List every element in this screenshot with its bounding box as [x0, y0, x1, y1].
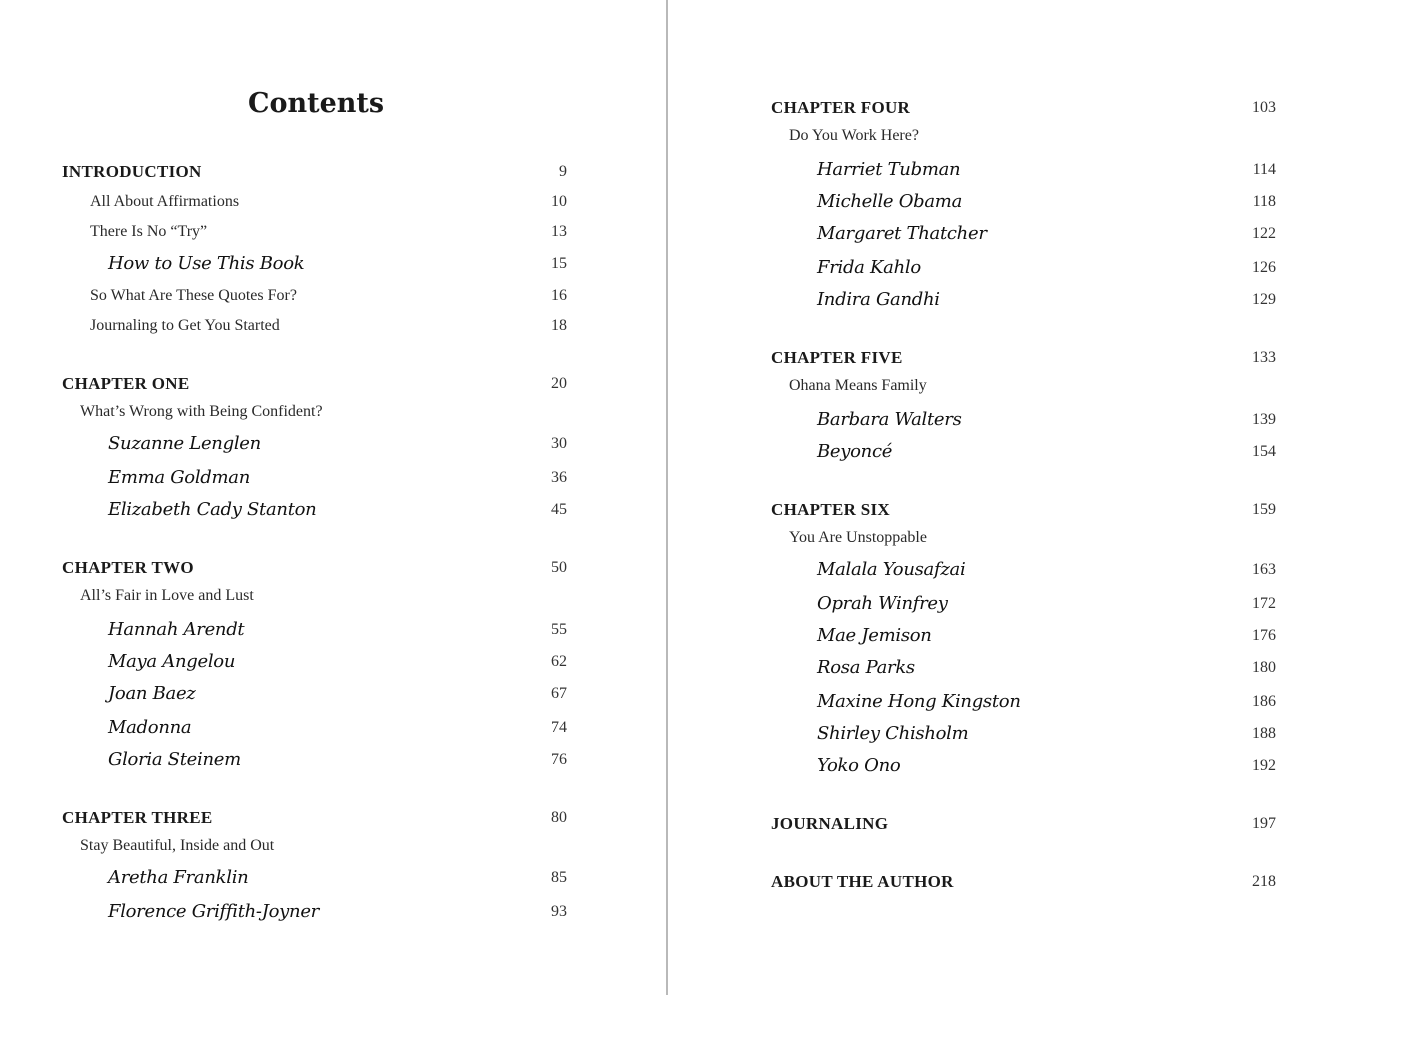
toc-entry-script — [817, 405, 1276, 435]
toc-entry-script — [817, 253, 1276, 283]
toc-entry-script — [108, 429, 567, 459]
toc-entry-label: Michelle Obama — [817, 191, 963, 212]
toc-entry-chapter — [771, 343, 1276, 373]
toc-entry-script — [817, 285, 1276, 315]
toc-entry-label: Gloria Steinem — [108, 749, 241, 770]
toc-entry-label: There Is No “Try” — [90, 223, 208, 240]
toc-entry-script — [817, 187, 1276, 217]
toc-entry-label: All About Affirmations — [90, 193, 240, 210]
toc-entry-label: CHAPTER THREE — [62, 808, 213, 827]
toc-entry-chapter — [62, 157, 567, 187]
toc-entry-script — [108, 679, 567, 709]
toc-entry-script — [817, 719, 1276, 749]
toc-entry-sub — [80, 581, 567, 611]
toc-entry-page-number: 176 — [1252, 627, 1276, 644]
toc-entry-page-number: 85 — [551, 869, 567, 886]
toc-entry-sub — [80, 397, 567, 427]
toc-entry-page-number: 15 — [551, 255, 567, 272]
toc-entry-page-number: 20 — [551, 375, 567, 392]
toc-entry-sub — [789, 121, 1276, 151]
toc-entry-page-number: 10 — [551, 193, 567, 210]
toc-entry-page-number: 62 — [551, 653, 567, 670]
toc-entry-label: Madonna — [108, 717, 192, 738]
toc-entry-page-number: 9 — [559, 163, 567, 180]
toc-entry-label: Barbara Walters — [817, 409, 962, 430]
toc-entry-script — [108, 745, 567, 775]
page-title: Contents — [248, 88, 385, 119]
toc-entry-script — [108, 615, 567, 645]
toc-entry-page-number: 50 — [551, 559, 567, 576]
toc-entry-script — [817, 555, 1276, 585]
toc-entry-script — [817, 219, 1276, 249]
toc-entry-label: Indira Gandhi — [817, 289, 940, 310]
toc-entry-chapter — [771, 867, 1276, 897]
toc-entry-sub — [90, 281, 567, 311]
toc-entry-label: Margaret Thatcher — [817, 223, 987, 244]
toc-entry-chapter — [771, 93, 1276, 123]
toc-entry-script — [108, 897, 567, 927]
toc-entry-page-number: 133 — [1252, 349, 1276, 366]
toc-entry-page-number: 80 — [551, 809, 567, 826]
toc-entry-script — [108, 495, 567, 525]
toc-entry-label: CHAPTER FOUR — [771, 98, 911, 117]
toc-entry-label: Elizabeth Cady Stanton — [108, 499, 317, 520]
toc-entry-page-number: 118 — [1252, 193, 1276, 210]
toc-entry-label: Hannah Arendt — [108, 619, 245, 640]
toc-entry-page-number: 30 — [551, 435, 567, 452]
toc-entry-label: Aretha Franklin — [108, 867, 249, 888]
toc-entry-script — [108, 713, 567, 743]
toc-entry-label: Frida Kahlo — [817, 257, 921, 278]
toc-entry-page-number: 18 — [551, 317, 567, 334]
toc-entry-page-number: 163 — [1252, 561, 1276, 578]
toc-entry-label: Do You Work Here? — [789, 127, 919, 144]
toc-entry-label: CHAPTER ONE — [62, 374, 190, 393]
toc-entry-label: CHAPTER TWO — [62, 558, 194, 577]
toc-entry-label: INTRODUCTION — [62, 162, 202, 181]
toc-entry-script — [817, 437, 1276, 467]
toc-entry-label: Stay Beautiful, Inside and Out — [80, 837, 275, 854]
toc-entry-script — [108, 249, 567, 279]
toc-entry-script — [817, 653, 1276, 683]
toc-entry-label: Journaling to Get You Started — [90, 317, 280, 334]
toc-entry-label: Malala Yousafzai — [817, 559, 966, 580]
toc-entry-page-number: 192 — [1252, 757, 1276, 774]
toc-entry-label: Mae Jemison — [817, 625, 932, 646]
toc-entry-chapter — [62, 553, 567, 583]
toc-entry-script — [817, 621, 1276, 651]
toc-entry-label: ABOUT THE AUTHOR — [771, 872, 954, 891]
toc-entry-page-number: 129 — [1252, 291, 1276, 308]
toc-entry-page-number: 74 — [551, 719, 567, 736]
toc-entry-chapter — [62, 369, 567, 399]
toc-entry-label: What’s Wrong with Being Confident? — [80, 403, 323, 420]
toc-entry-page-number: 180 — [1252, 659, 1276, 676]
toc-entry-script — [817, 589, 1276, 619]
toc-entry-label: So What Are These Quotes For? — [90, 287, 297, 304]
page-gutter-divider — [666, 0, 668, 995]
toc-entry-label: Maxine Hong Kingston — [817, 691, 1021, 712]
toc-entry-label: JOURNALING — [771, 814, 889, 833]
toc-entry-sub — [90, 217, 567, 247]
toc-entry-label: How to Use This Book — [108, 253, 305, 274]
toc-entry-page-number: 188 — [1252, 725, 1276, 742]
toc-entry-page-number: 154 — [1252, 443, 1276, 460]
toc-entry-label: Harriet Tubman — [817, 159, 961, 180]
toc-entry-page-number: 45 — [551, 501, 567, 518]
toc-entry-script — [108, 463, 567, 493]
toc-entry-label: Maya Angelou — [108, 651, 236, 672]
toc-entry-label: Yoko Ono — [817, 755, 901, 776]
toc-entry-sub — [789, 523, 1276, 553]
toc-entry-page-number: 103 — [1252, 99, 1276, 116]
toc-entry-label: CHAPTER FIVE — [771, 348, 903, 367]
toc-entry-chapter — [771, 809, 1276, 839]
toc-entry-label: All’s Fair in Love and Lust — [80, 587, 254, 604]
toc-entry-page-number: 114 — [1252, 161, 1276, 178]
toc-entry-script — [108, 647, 567, 677]
toc-entry-sub — [789, 371, 1276, 401]
toc-entry-sub — [80, 831, 567, 861]
toc-entry-page-number: 122 — [1252, 225, 1276, 242]
toc-entry-script — [817, 687, 1276, 717]
toc-entry-page-number: 16 — [551, 287, 567, 304]
toc-entry-script — [108, 863, 567, 893]
toc-entry-page-number: 186 — [1252, 693, 1276, 710]
toc-entry-script — [817, 155, 1276, 185]
toc-entry-chapter — [62, 803, 567, 833]
toc-entry-script — [817, 751, 1276, 781]
toc-entry-label: Joan Baez — [108, 683, 196, 704]
toc-entry-label: Florence Griffith-Joyner — [108, 901, 319, 922]
toc-entry-label: You Are Unstoppable — [789, 529, 927, 546]
toc-entry-page-number: 93 — [551, 903, 567, 920]
toc-entry-page-number: 36 — [551, 469, 567, 486]
toc-entry-label: Beyoncé — [817, 441, 893, 462]
toc-entry-page-number: 159 — [1252, 501, 1276, 518]
toc-entry-page-number: 126 — [1252, 259, 1276, 276]
toc-entry-label: Oprah Winfrey — [817, 593, 948, 614]
toc-entry-page-number: 55 — [551, 621, 567, 638]
toc-entry-page-number: 218 — [1252, 873, 1276, 890]
toc-entry-label: Emma Goldman — [108, 467, 251, 488]
toc-entry-sub — [90, 187, 567, 217]
toc-entry-sub — [90, 311, 567, 341]
toc-entry-page-number: 172 — [1252, 595, 1276, 612]
toc-entry-label: Shirley Chisholm — [817, 723, 969, 744]
toc-entry-page-number: 67 — [551, 685, 567, 702]
toc-entry-page-number: 139 — [1252, 411, 1276, 428]
toc-entry-page-number: 197 — [1252, 815, 1276, 832]
toc-entry-label: Rosa Parks — [817, 657, 915, 678]
toc-entry-chapter — [771, 495, 1276, 525]
toc-entry-page-number: 13 — [551, 223, 567, 240]
toc-entry-page-number: 76 — [551, 751, 567, 768]
toc-entry-label: Ohana Means Family — [789, 377, 927, 394]
toc-entry-label: CHAPTER SIX — [771, 500, 891, 519]
toc-entry-label: Suzanne Lenglen — [108, 433, 261, 454]
